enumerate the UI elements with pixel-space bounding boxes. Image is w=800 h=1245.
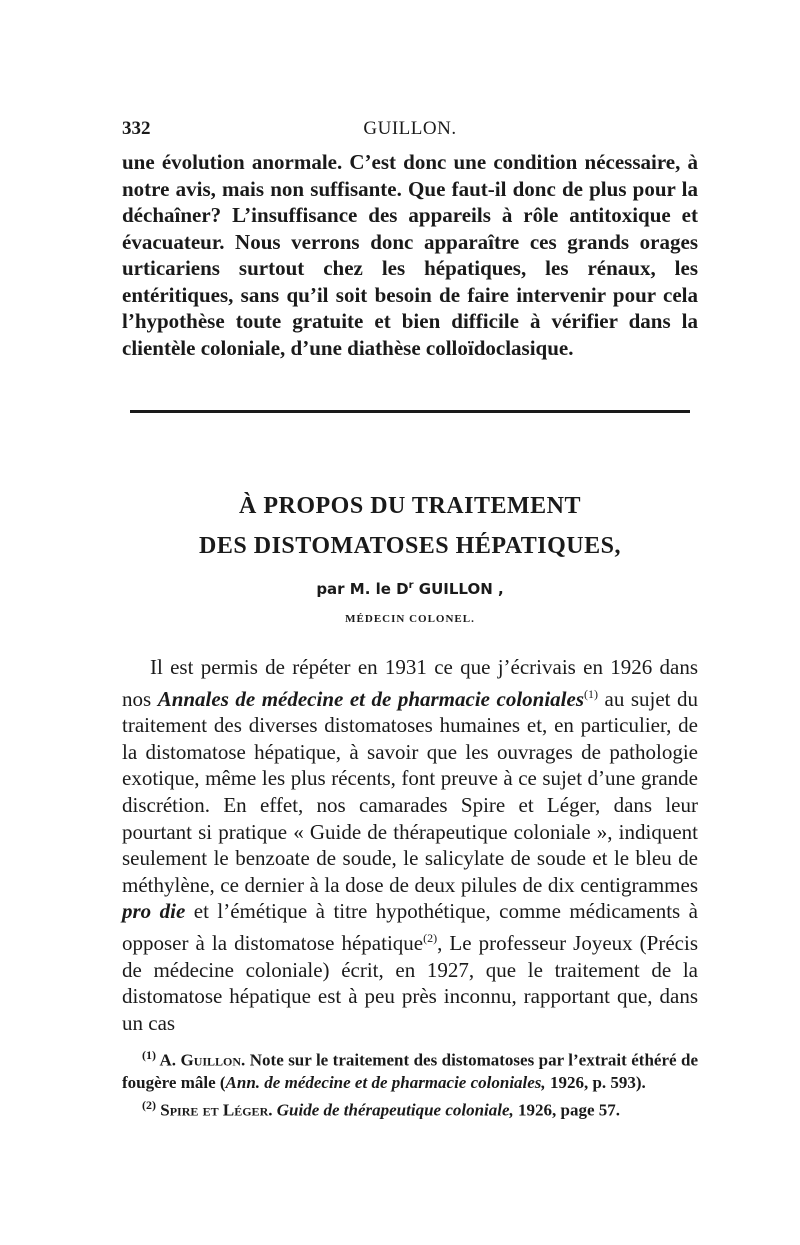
body-text-2: au sujet du traitement des diverses distomatoses humaines et, en particulier, de la distomatose hépatique, à savoir que les ouvrages de pathologie exotique, même les plus récents, font preuve à ce sujet d’une grande discrétion. En effet, nos camarades Spire et Léger, dans leur pourtant si pratique « Guide de thérapeutique coloniale », indiquent seulement le benzoate de soude, le salicylate de soude et le bleu de méthylène, ce dernier à la dose de deux pilules de dix centigrammes	[122, 686, 698, 897]
footnote-1	[122, 1044, 698, 1094]
body-text-4: , Le professeur Joyeux (Précis de médecine coloniale) écrit, en 1927, que le traitement de la distomatose hépatique est à peu près inconnu, rapportant que, dans un cas	[122, 930, 698, 1035]
continued-paragraph: une évolution anormale. C’est donc une condition nécessaire, à notre avis, mais non suffisante. Que faut-il donc de plus pour la déchaîner? L’insuffisance des appareils à rôle antitoxique et évacuateur. Nous verrons donc apparaître ces grands orages urticariens surtout chez les hépatiques, les rénaux, les entéritiques, sans qu’il soit besoin de faire intervenir pour cela l’hypothèse toute gratuite et bien difficile à vérifier dans la clientèle coloniale, d’une diathèse colloïdoclasique.	[122, 150, 698, 360]
footnote-tail: 1926, p. 593).	[545, 1072, 646, 1092]
footnote-author: A. Guillon.	[156, 1050, 246, 1070]
footnote-tail: 1926, page 57.	[513, 1100, 621, 1120]
footnote-text: Note sur le traitement des distomatoses par l’extrait éthéré de fougère mâle (	[122, 1050, 699, 1092]
page-number: 332	[122, 118, 151, 139]
footnote-author: Spire et Léger.	[156, 1100, 273, 1120]
author-byline	[122, 580, 698, 598]
article-title-line-2: DES DISTOMATOSES HÉPATIQUES,	[199, 533, 621, 559]
byline-sup: r	[408, 580, 414, 591]
latin-term: pro die	[122, 899, 186, 924]
section-divider	[130, 410, 690, 413]
footnote-ref-2: (2)	[423, 930, 438, 945]
footnote-2	[122, 1094, 698, 1122]
footnote-journal: Ann. de médecine et de pharmacie coloniales,	[225, 1072, 546, 1092]
byline-prefix: par M. le D	[316, 580, 409, 598]
footnote-marker: (2)	[142, 1097, 156, 1112]
footnote-marker: (1)	[142, 1048, 156, 1062]
journal-title: Annales de médecine et de pharmacie coloniales	[157, 686, 584, 711]
running-head	[122, 118, 698, 142]
footnote-ref-1: (1)	[584, 686, 598, 701]
footnotes	[122, 1044, 698, 1121]
body-text-3: et l’émétique à titre hypothétique, comme médicaments à opposer à la distomatose hépatique	[122, 899, 698, 955]
author-rank: MÉDECIN COLONEL.	[345, 613, 475, 625]
running-title: GUILLON.	[363, 118, 457, 139]
body-text-1: Il est permis de répéter en 1931 ce que j’écrivais en 1926 dans nos	[122, 655, 698, 711]
body-paragraph	[122, 654, 698, 1036]
article-title-line-1: À PROPOS DU TRAITEMENT	[239, 493, 581, 519]
byline-name: GUILLON ,	[413, 580, 504, 598]
footnote-journal: Guide de thérapeutique coloniale,	[276, 1100, 514, 1120]
